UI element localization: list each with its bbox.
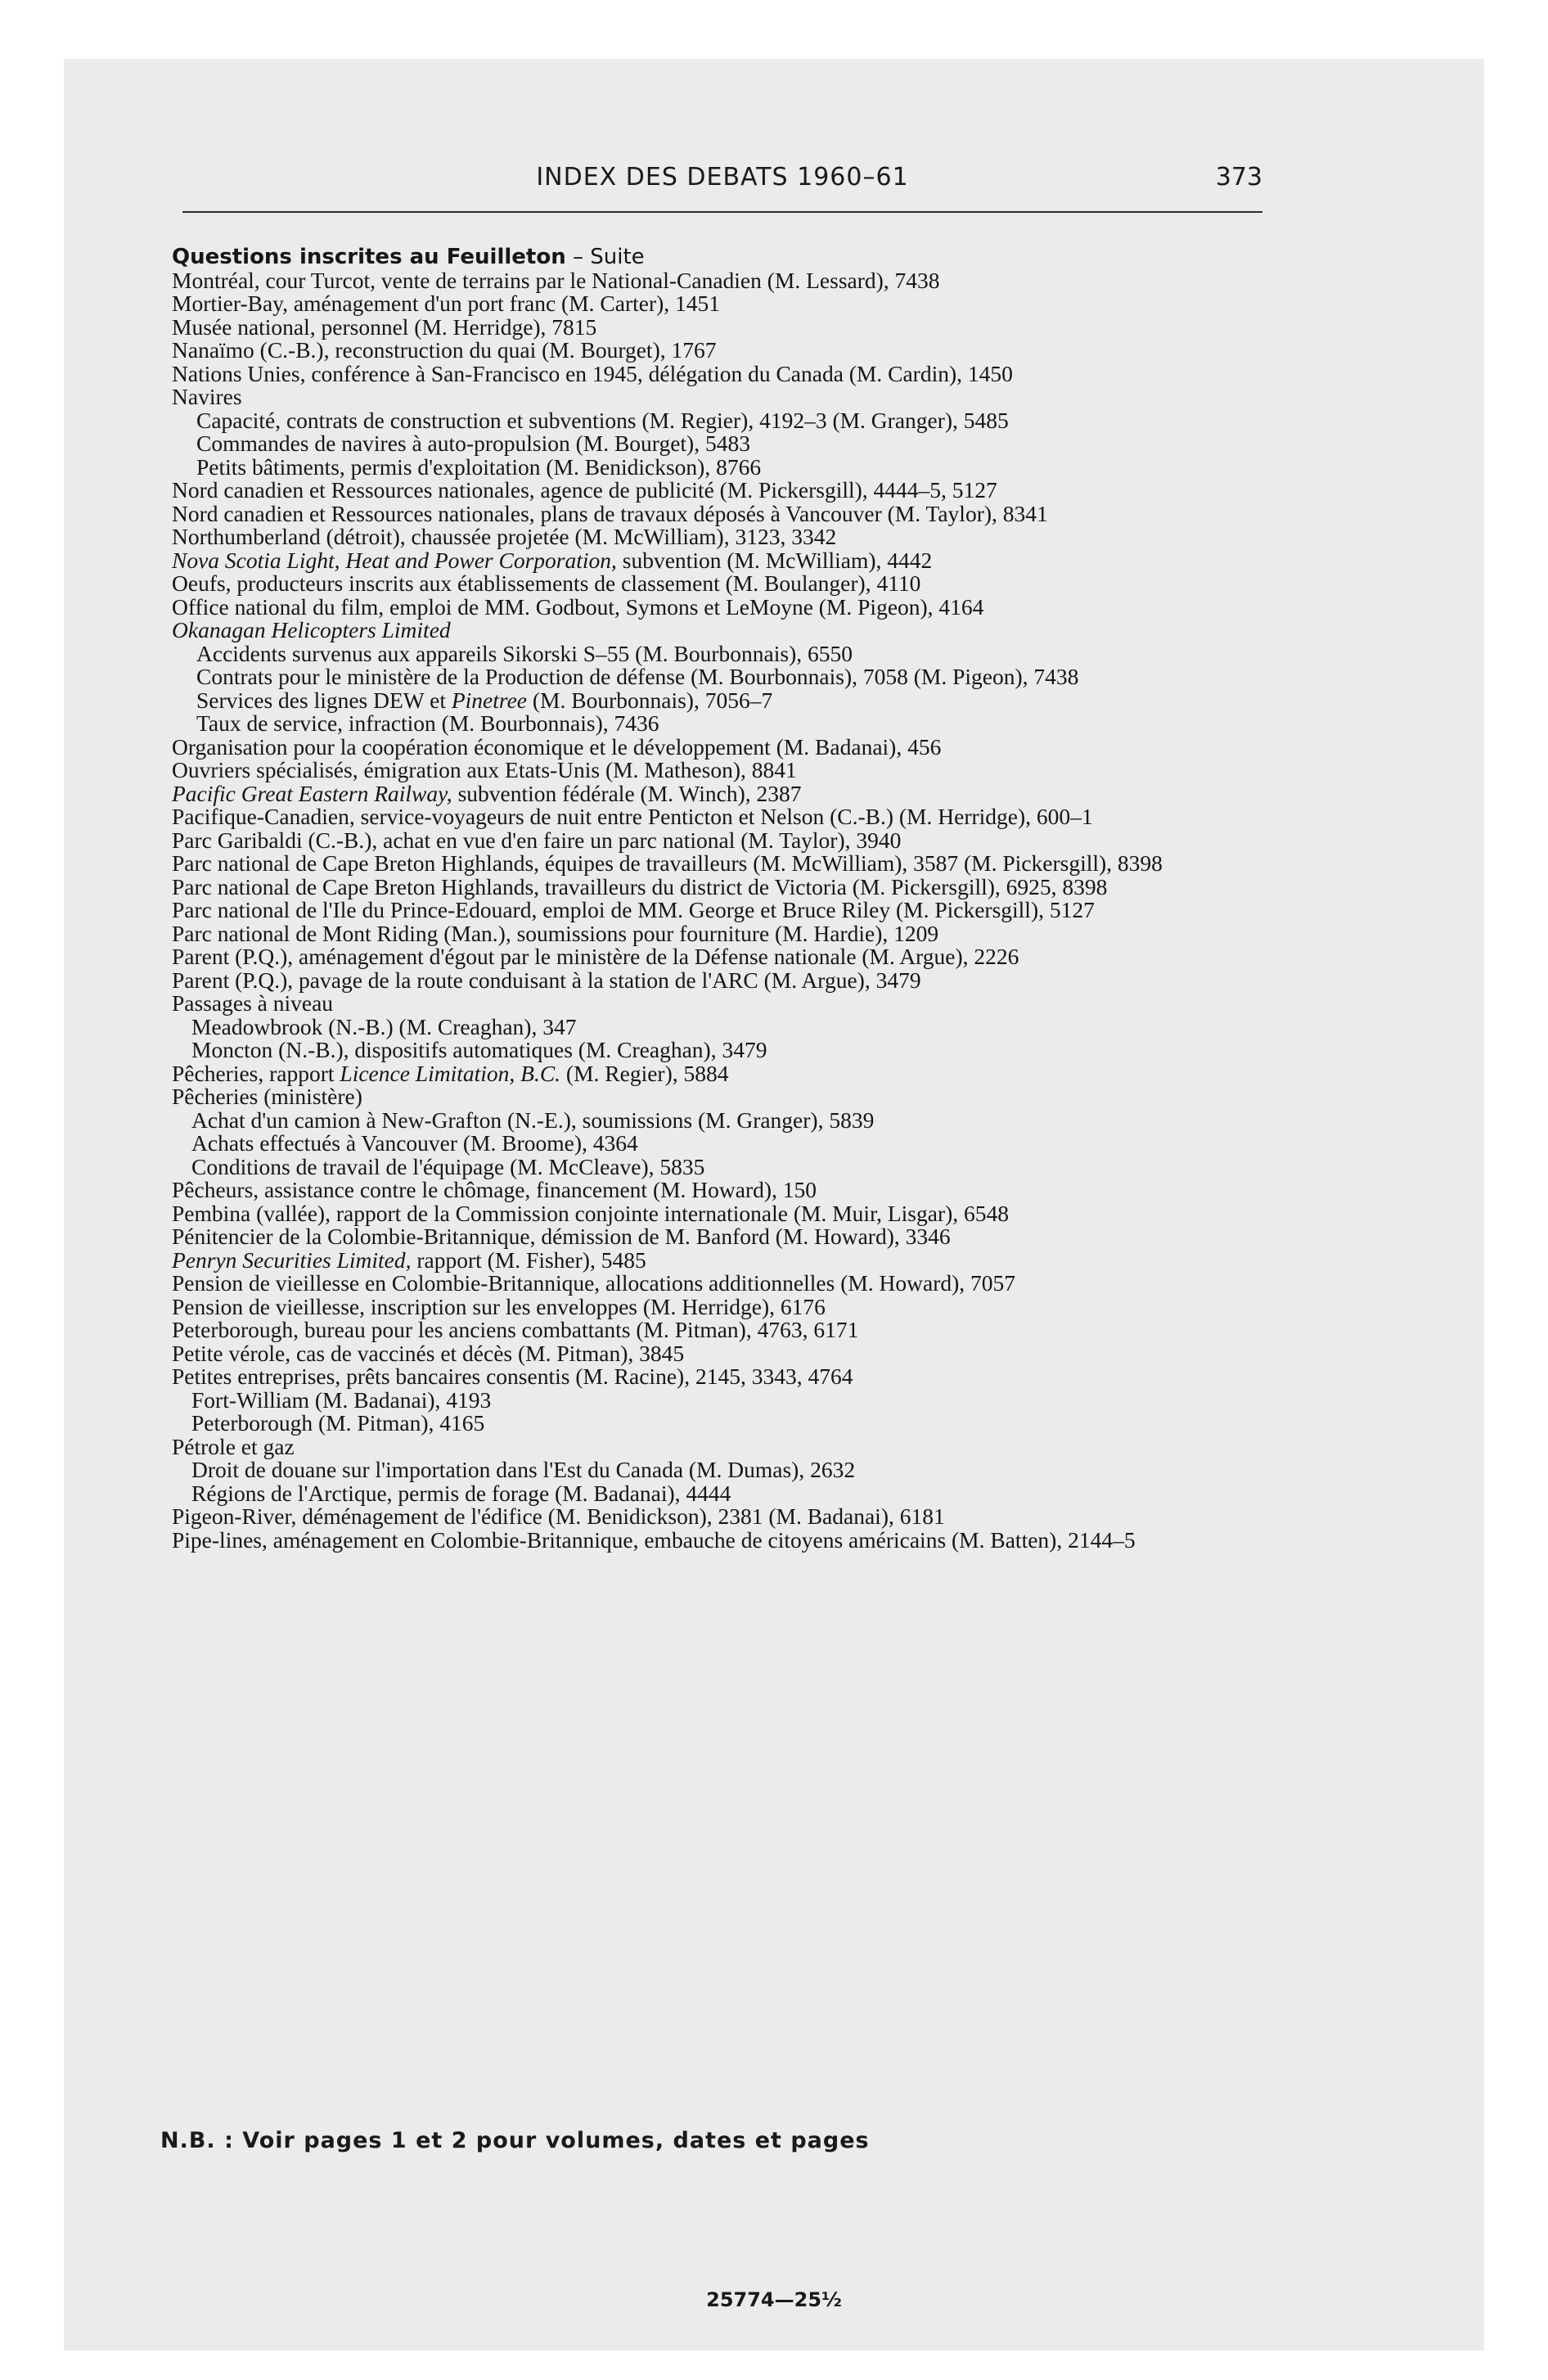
section-heading-suffix: – Suite xyxy=(565,245,645,269)
index-subentry xyxy=(172,453,1276,480)
index-entry xyxy=(172,479,1276,503)
entry-text: Achats effectués à Vancouver (M. Broome), 4364 xyxy=(191,1130,638,1156)
entry-text: Fort-William (M. Badanai), 4193 xyxy=(191,1386,492,1413)
index-entry xyxy=(172,1179,1276,1202)
index-entry xyxy=(172,1085,1276,1109)
index-entry xyxy=(172,1318,1276,1342)
entry-text: Pension de vieillesse, inscription sur les enveloppes (M. Herridge), 6176 xyxy=(172,1293,826,1319)
index-subentry xyxy=(172,1109,1276,1133)
index-subentry xyxy=(172,432,1276,456)
index-entry xyxy=(172,1342,1276,1366)
index-subentry xyxy=(172,1132,1276,1156)
entry-text: Meadowbrook (N.-B.) (M. Creaghan), 347 xyxy=(191,1013,577,1039)
index-entry xyxy=(172,385,1276,409)
entry-text: Nord canadien et Ressources nationales, agence de publicité (M. Pickersgill), 4444–5, 5127 xyxy=(172,477,997,503)
index-subentry xyxy=(172,689,1276,713)
index-subentry xyxy=(172,712,1276,736)
index-entry xyxy=(172,1202,1276,1226)
entry-text: Northumberland (détroit), chaussée projetée (M. McWilliam), 3123, 3342 xyxy=(172,524,837,549)
entry-text: Parc national de Mont Riding (Man.), soumissions pour fourniture (M. Hardie), 1209 xyxy=(172,920,939,946)
entry-text: Pêcheries, rapport xyxy=(172,1060,340,1086)
index-entry xyxy=(172,360,1276,386)
index-entry xyxy=(172,782,1276,806)
footnote xyxy=(160,2128,870,2153)
index-entry xyxy=(172,619,1276,642)
index-entry xyxy=(172,992,1276,1016)
entry-italic-title: Licence Limitation, B.C. xyxy=(340,1060,561,1086)
index-subentry xyxy=(172,642,1276,666)
entry-text: Pension de vieillesse en Colombie-Britannique, allocations additionnelles (M. Howard), 7057 xyxy=(172,1270,1016,1296)
entry-text: Services des lignes DEW et xyxy=(196,687,452,713)
index-content xyxy=(172,246,1276,1552)
index-entry xyxy=(172,1225,1276,1249)
index-entry xyxy=(172,829,1276,853)
entry-italic-title: Okanagan Helicopters Limited xyxy=(172,617,451,642)
entry-text: Peterborough (M. Pitman), 4165 xyxy=(191,1410,485,1436)
entry-text: Parc national de Cape Breton Highlands, équipes de travailleurs (M. McWilliam), 3587 (M. Pickersgill), 8398 xyxy=(172,850,1163,876)
entry-text: Oeufs, producteurs inscrits aux établissements de classement (M. Boulanger), 4110 xyxy=(172,570,921,596)
index-subentry xyxy=(172,1153,1276,1179)
entry-text: Mortier-Bay, aménagement d'un port franc (M. Carter), 1451 xyxy=(172,291,721,316)
index-entry xyxy=(172,549,1276,573)
header-rule xyxy=(182,211,1262,213)
index-subentry xyxy=(172,1013,1276,1039)
index-entry xyxy=(172,759,1276,782)
entry-text: Pétrole et gaz xyxy=(172,1433,295,1459)
entry-text: Pembina (vallée), rapport de la Commission conjointe internationale (M. Muir, Lisgar), 6548 xyxy=(172,1200,1010,1226)
entry-text: Organisation pour la coopération économique et le développement (M. Badanai), 456 xyxy=(172,733,942,760)
index-subentry xyxy=(172,409,1276,433)
index-entry xyxy=(172,945,1276,969)
entry-text: Petite vérole, cas de vaccinés et décès (M. Pitman), 3845 xyxy=(172,1340,685,1366)
index-entry xyxy=(172,1293,1276,1319)
index-subentry xyxy=(172,1458,1276,1482)
index-subentry xyxy=(172,1482,1276,1506)
entry-text: Contrats pour le ministère de la Production de défense (M. Bourbonnais), 7058 (M. Pigeon), 7438 xyxy=(196,664,1079,689)
index-entry xyxy=(172,873,1276,899)
entry-text: Pêcheurs, assistance contre le chômage, financement (M. Howard), 150 xyxy=(172,1177,817,1202)
entry-text: Pénitencier de la Colombie-Britannique, démission de M. Banford (M. Howard), 3346 xyxy=(172,1224,951,1249)
section-heading xyxy=(172,246,1276,269)
index-entry xyxy=(172,572,1276,596)
index-entry xyxy=(172,899,1276,922)
entry-italic-title: Penryn Securities Limited, xyxy=(172,1246,412,1273)
entry-text: Achat d'un camion à New-Grafton (N.-E.), soumissions (M. Granger), 5839 xyxy=(191,1107,875,1133)
entry-text: Musée national, personnel (M. Herridge), 7815 xyxy=(172,313,597,340)
entry-text: Pacifique-Canadien, service-voyageurs de nuit entre Penticton et Nelson (C.-B.) (M. Herridge), 600–1 xyxy=(172,804,1093,829)
index-entry xyxy=(172,1365,1276,1389)
index-entry xyxy=(172,500,1276,526)
index-entry xyxy=(172,313,1276,340)
index-entry xyxy=(172,593,1276,620)
print-code: 25774—25½ xyxy=(706,2288,842,2311)
entry-italic-title: Pacific Great Eastern Railway, xyxy=(172,780,452,806)
entry-italic-title: Pinetree xyxy=(451,687,527,713)
entry-text: Moncton (N.-B.), dispositifs automatiques (M. Creaghan), 3479 xyxy=(191,1037,767,1062)
index-entry xyxy=(172,1433,1276,1459)
entry-italic-title: Nova Scotia Light, Heat and Power Corporation, xyxy=(172,547,617,573)
entry-text: Ouvriers spécialisés, émigration aux Etats-Unis (M. Matheson), 8841 xyxy=(172,757,797,782)
header-title: INDEX DES DEBATS 1960–61 xyxy=(536,163,909,192)
index-subentry xyxy=(172,1412,1276,1436)
entry-text: Régions de l'Arctique, permis de forage (M. Badanai), 4444 xyxy=(191,1480,731,1506)
entry-text: Pipe-lines, aménagement en Colombie-Britannique, embauche de citoyens américains (M. Batten), 2144–5 xyxy=(172,1526,1136,1553)
entry-text: Parc national de Cape Breton Highlands, travailleurs du district de Victoria (M. Pickersgill), 6925, 8398 xyxy=(172,873,1108,899)
entry-text: Parent (P.Q.), pavage de la route conduisant à la station de l'ARC (M. Argue), 3479 xyxy=(172,967,921,993)
entry-text: Office national du film, emploi de MM. Godbout, Symons et LeMoyne (M. Pigeon), 4164 xyxy=(172,593,984,620)
entry-text: (M. Bourbonnais), 7056–7 xyxy=(527,687,773,713)
entry-text: Parc national de l'Ile du Prince-Edouard, emploi de MM. George et Bruce Riley (M. Pickersgill), 5127 xyxy=(172,897,1095,922)
entry-text: Commandes de navires à auto-propulsion (M. Bourget), 5483 xyxy=(196,430,750,456)
entry-text: Capacité, contrats de construction et subventions (M. Regier), 4192–3 (M. Granger), 5485 xyxy=(196,407,1009,433)
index-entry xyxy=(172,525,1276,549)
entry-text: subvention (M. McWilliam), 4442 xyxy=(616,547,933,573)
index-entry xyxy=(172,1526,1276,1553)
entry-text: Passages à niveau xyxy=(172,990,334,1016)
index-entry xyxy=(172,1246,1276,1273)
index-entry xyxy=(172,852,1276,876)
index-entry-list xyxy=(172,269,1276,1553)
entry-text: (M. Regier), 5884 xyxy=(560,1060,729,1086)
entry-text: Parc Garibaldi (C.-B.), achat en vue d'en faire un parc national (M. Taylor), 3940 xyxy=(172,827,902,853)
entry-text: Nanaïmo (C.-B.), reconstruction du quai (M. Bourget), 1767 xyxy=(172,337,717,363)
entry-text: Navires xyxy=(172,384,242,409)
entry-text: Petits bâtiments, permis d'exploitation (M. Benidickson), 8766 xyxy=(196,453,762,480)
entry-text: Peterborough, bureau pour les anciens combattants (M. Pitman), 4763, 6171 xyxy=(172,1317,859,1342)
index-entry xyxy=(172,339,1276,363)
index-subentry xyxy=(172,1386,1276,1413)
entry-text: Droit de douane sur l'importation dans l'Est du Canada (M. Dumas), 2632 xyxy=(191,1457,856,1482)
footnote-text: Voir pages 1 et 2 pour volumes, dates et pages xyxy=(242,2128,870,2153)
entry-text: Conditions de travail de l'équipage (M. McCleave), 5835 xyxy=(191,1153,705,1179)
index-entry xyxy=(172,922,1276,946)
entry-text: Parent (P.Q.), aménagement d'égout par le ministère de la Défense nationale (M. Argue), 2226 xyxy=(172,944,1019,969)
entry-text: subvention fédérale (M. Winch), 2387 xyxy=(452,780,802,806)
index-entry xyxy=(172,1062,1276,1086)
footnote-label: N.B. : xyxy=(160,2128,234,2153)
entry-text: Pigeon-River, déménagement de l'édifice (M. Benidickson), 2381 (M. Badanai), 6181 xyxy=(172,1503,945,1529)
index-entry xyxy=(172,733,1276,760)
entry-text: Nations Unies, conférence à San-Francisco en 1945, délégation du Canada (M. Cardin), 1450 xyxy=(172,360,1013,386)
entry-text: Montréal, cour Turcot, vente de terrains par le National-Canadien (M. Lessard), 7438 xyxy=(172,267,940,293)
page-number: 373 xyxy=(1215,163,1262,192)
entry-text: Petites entreprises, prêts bancaires consentis (M. Racine), 2145, 3343, 4764 xyxy=(172,1364,853,1389)
index-entry xyxy=(172,1505,1276,1529)
entry-text: rapport (M. Fisher), 5485 xyxy=(411,1246,646,1273)
index-entry xyxy=(172,292,1276,316)
index-subentry xyxy=(172,665,1276,689)
entry-text: Nord canadien et Ressources nationales, plans de travaux déposés à Vancouver (M. Taylor), 8341 xyxy=(172,500,1048,526)
section-heading-title: Questions inscrites au Feuilleton xyxy=(172,245,566,269)
index-entry xyxy=(172,969,1276,993)
page-header xyxy=(182,160,1262,209)
entry-text: Accidents survenus aux appareils Sikorski S–55 (M. Bourbonnais), 6550 xyxy=(196,640,853,666)
index-subentry xyxy=(172,1039,1276,1062)
index-entry xyxy=(172,269,1276,293)
entry-text: Taux de service, infraction (M. Bourbonnais), 7436 xyxy=(196,710,659,736)
index-entry xyxy=(172,1272,1276,1296)
index-entry xyxy=(172,805,1276,829)
entry-text: Pêcheries (ministère) xyxy=(172,1084,362,1109)
